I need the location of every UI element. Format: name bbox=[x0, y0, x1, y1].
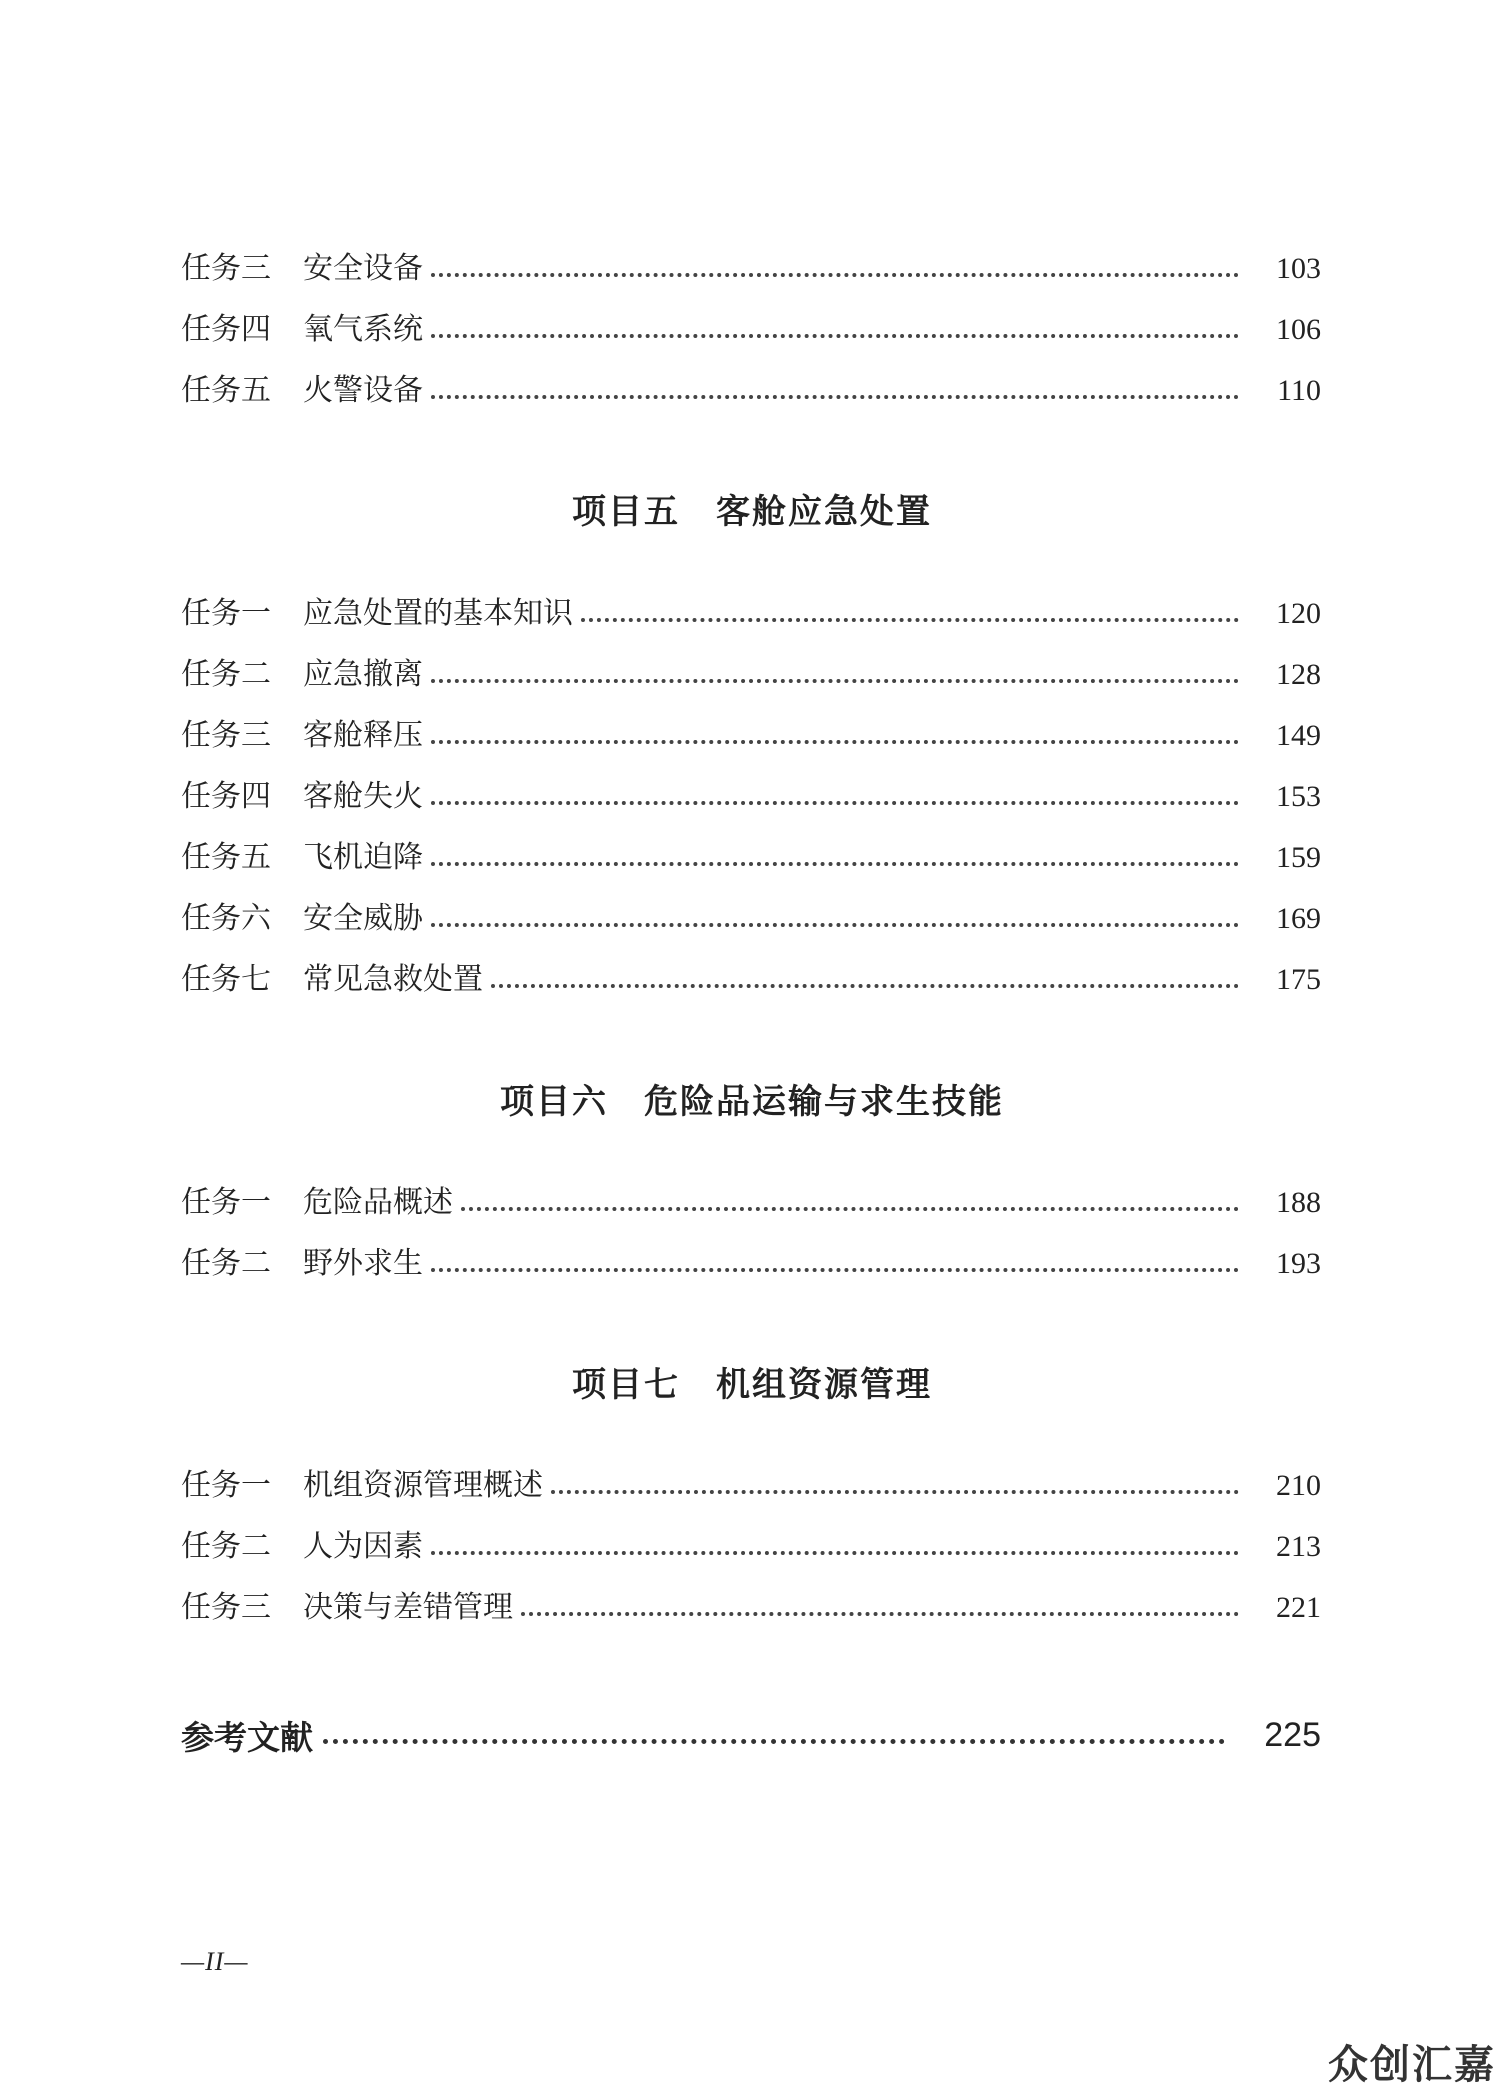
task-number: 任务四 bbox=[181, 779, 271, 814]
page-number: 110 bbox=[1277, 374, 1321, 407]
toc-entry[interactable] bbox=[181, 244, 1321, 294]
toc-entry[interactable] bbox=[181, 589, 1321, 639]
task-title: 安全设备 bbox=[303, 251, 423, 286]
page-number: 106 bbox=[1276, 313, 1321, 346]
dot-leader bbox=[431, 862, 1239, 866]
task-number: 任务三 bbox=[181, 718, 271, 753]
page-number: 213 bbox=[1276, 1530, 1321, 1563]
task-title: 氧气系统 bbox=[303, 312, 423, 347]
task-title: 危险品概述 bbox=[303, 1185, 453, 1220]
dot-leader bbox=[431, 273, 1239, 277]
page-number: 175 bbox=[1276, 963, 1321, 996]
toc-entry[interactable] bbox=[181, 772, 1321, 822]
task-title: 火警设备 bbox=[303, 373, 423, 408]
toc-entry[interactable] bbox=[181, 955, 1321, 1005]
task-number: 任务三 bbox=[181, 1590, 271, 1625]
task-title: 客舱释压 bbox=[303, 718, 423, 753]
task-number: 任务二 bbox=[181, 1246, 271, 1281]
section-heading: 项目六 危险品运输与求生技能 bbox=[500, 1082, 1004, 1122]
task-title: 决策与差错管理 bbox=[303, 1590, 513, 1625]
toc-entry[interactable] bbox=[181, 833, 1321, 883]
toc-entry[interactable] bbox=[181, 305, 1321, 355]
toc-entry[interactable] bbox=[181, 711, 1321, 761]
dot-leader bbox=[581, 618, 1239, 622]
page-number: 193 bbox=[1276, 1247, 1321, 1280]
toc-entry[interactable] bbox=[181, 650, 1321, 700]
task-title: 应急处置的基本知识 bbox=[303, 596, 573, 631]
task-number: 任务五 bbox=[181, 840, 271, 875]
watermark-logo: 众创汇嘉 bbox=[1328, 2042, 1496, 2088]
task-number: 任务二 bbox=[181, 1529, 271, 1564]
dot-leader bbox=[431, 1268, 1239, 1272]
page-number: 221 bbox=[1276, 1591, 1321, 1624]
dot-leader bbox=[431, 395, 1239, 399]
dot-leader bbox=[431, 801, 1239, 805]
page-number: 120 bbox=[1276, 597, 1321, 630]
task-title: 飞机迫降 bbox=[303, 840, 423, 875]
task-title: 安全威胁 bbox=[303, 901, 423, 936]
task-title: 应急撤离 bbox=[303, 657, 423, 692]
page-number: 169 bbox=[1276, 902, 1321, 935]
toc-entry[interactable] bbox=[181, 894, 1321, 944]
toc-entry[interactable] bbox=[181, 1239, 1321, 1289]
dot-leader bbox=[551, 1490, 1239, 1494]
task-number: 任务二 bbox=[181, 657, 271, 692]
task-number: 任务一 bbox=[181, 596, 271, 631]
dot-leader bbox=[431, 334, 1239, 338]
task-number: 任务六 bbox=[181, 901, 271, 936]
section-heading: 项目七 机组资源管理 bbox=[572, 1365, 932, 1405]
section-heading: 项目五 客舱应急处置 bbox=[572, 492, 932, 532]
task-number: 任务三 bbox=[181, 251, 271, 286]
task-number: 任务五 bbox=[181, 373, 271, 408]
page-folio: —II— bbox=[181, 1947, 249, 1976]
toc-entry[interactable] bbox=[181, 366, 1321, 416]
dot-leader bbox=[431, 923, 1239, 927]
dot-leader bbox=[323, 1739, 1225, 1744]
page-number: 153 bbox=[1276, 780, 1321, 813]
toc-entry[interactable] bbox=[181, 1522, 1321, 1572]
toc-entry[interactable] bbox=[181, 1461, 1321, 1511]
page-number: 159 bbox=[1276, 841, 1321, 874]
page-number: 210 bbox=[1276, 1469, 1321, 1502]
references-entry[interactable] bbox=[181, 1708, 1321, 1762]
dot-leader bbox=[431, 740, 1239, 744]
toc-entry[interactable] bbox=[181, 1583, 1321, 1633]
task-number: 任务四 bbox=[181, 312, 271, 347]
task-title: 客舱失火 bbox=[303, 779, 423, 814]
task-number: 任务一 bbox=[181, 1468, 271, 1503]
task-number: 任务七 bbox=[181, 962, 271, 997]
dot-leader bbox=[431, 1551, 1239, 1555]
page-number: 103 bbox=[1276, 252, 1321, 285]
task-title: 人为因素 bbox=[303, 1529, 423, 1564]
page-number: 128 bbox=[1276, 658, 1321, 691]
dot-leader bbox=[491, 984, 1239, 988]
page-number: 149 bbox=[1276, 719, 1321, 752]
task-title: 野外求生 bbox=[303, 1246, 423, 1281]
dot-leader bbox=[461, 1207, 1239, 1211]
task-number: 任务一 bbox=[181, 1185, 271, 1220]
task-title: 机组资源管理概述 bbox=[303, 1468, 543, 1503]
task-title: 常见急救处置 bbox=[303, 962, 483, 997]
page-number: 225 bbox=[1264, 1715, 1321, 1754]
page-number: 188 bbox=[1276, 1186, 1321, 1219]
toc-entry[interactable] bbox=[181, 1178, 1321, 1228]
dot-leader bbox=[431, 679, 1239, 683]
references-label: 参考文献 bbox=[181, 1717, 313, 1757]
dot-leader bbox=[521, 1612, 1239, 1616]
